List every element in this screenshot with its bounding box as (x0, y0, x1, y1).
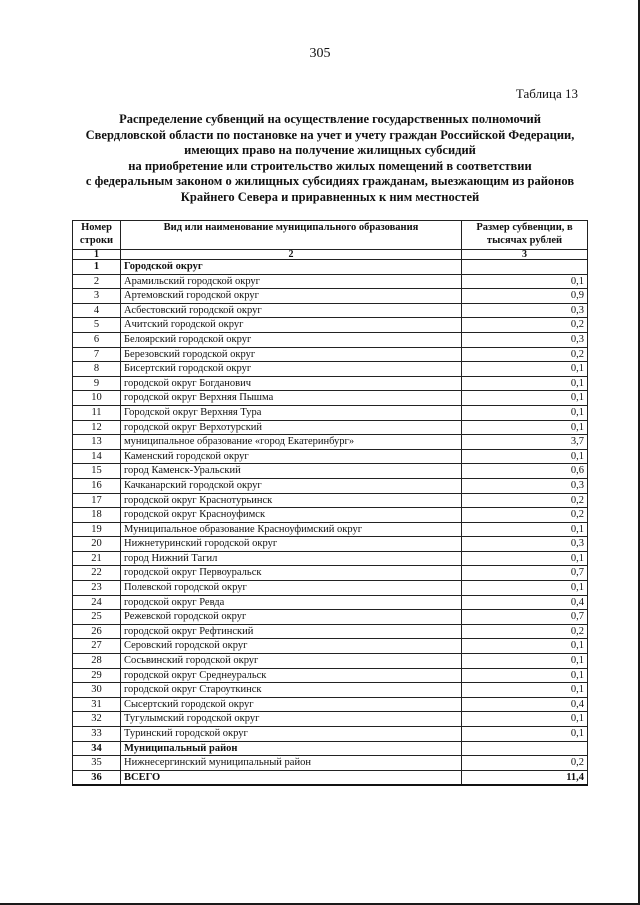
subvention-value: 0,1 (462, 551, 588, 566)
subvention-value: 0,1 (462, 668, 588, 683)
column-number-row (73, 250, 588, 260)
subvention-value: 0,9 (462, 289, 588, 304)
subvention-value: 0,1 (462, 581, 588, 596)
row-number: 32 (73, 712, 121, 727)
subvention-value (462, 260, 588, 275)
municipality-name: городской округ Верхняя Пышма (121, 391, 462, 406)
table-row (73, 770, 588, 785)
row-number: 7 (73, 347, 121, 362)
subvention-value: 0,1 (462, 376, 588, 391)
municipality-name: город Нижний Тагил (121, 551, 462, 566)
subvention-value: 0,1 (462, 274, 588, 289)
municipality-name: Сосьвинский городской округ (121, 654, 462, 669)
subvention-value: 0,6 (462, 464, 588, 479)
table-row (73, 376, 588, 391)
subvention-value: 0,1 (462, 405, 588, 420)
row-number: 4 (73, 303, 121, 318)
table-row (73, 537, 588, 552)
row-number: 36 (73, 770, 121, 785)
document-title (70, 112, 590, 206)
subvention-value: 0,4 (462, 697, 588, 712)
row-number: 25 (73, 610, 121, 625)
table-row (73, 697, 588, 712)
municipality-name: городской округ Богданович (121, 376, 462, 391)
subvention-value: 0,1 (462, 654, 588, 669)
row-number: 34 (73, 741, 121, 756)
table-row (73, 654, 588, 669)
subvention-value: 0,1 (462, 727, 588, 742)
subvention-value: 11,4 (462, 770, 588, 785)
municipality-name: Сысертский городской округ (121, 697, 462, 712)
header-municipality: Вид или наименование муниципального образования (121, 221, 462, 250)
table-row (73, 756, 588, 771)
table-row (73, 595, 588, 610)
municipality-name: Ачитский городской округ (121, 318, 462, 333)
table-row (73, 508, 588, 523)
municipality-name: Городской округ Верхняя Тура (121, 405, 462, 420)
subvention-value (462, 741, 588, 756)
municipality-name: Муниципальное образование Красноуфимский округ (121, 522, 462, 537)
row-number: 5 (73, 318, 121, 333)
title-line: Распределение субвенций на осуществление государственных полномочий (119, 112, 541, 126)
row-number: 18 (73, 508, 121, 523)
row-number: 8 (73, 362, 121, 377)
title-line: на приобретение или строительство жилых помещений в соответствии (128, 158, 532, 173)
row-number: 6 (73, 332, 121, 347)
subvention-value: 3,7 (462, 435, 588, 450)
row-number: 10 (73, 391, 121, 406)
municipality-name: Качканарский городской округ (121, 478, 462, 493)
row-number: 23 (73, 581, 121, 596)
municipality-name: городской округ Рефтинский (121, 624, 462, 639)
title-line: Крайнего Севера и приравненных к ним местностей (180, 189, 480, 204)
row-number: 9 (73, 376, 121, 391)
header-subvention-amount: Размер субвенции, в тысячах рублей (462, 221, 588, 250)
row-number: 20 (73, 537, 121, 552)
row-number: 35 (73, 756, 121, 771)
row-number: 27 (73, 639, 121, 654)
municipality-name: городской округ Среднеуральск (121, 668, 462, 683)
column-number: 3 (462, 250, 588, 260)
municipality-name: городской округ Ревда (121, 595, 462, 610)
title-line: с федеральным законом о жилищных субсидиях гражданам, выезжающим из районов (85, 174, 575, 189)
table-row (73, 624, 588, 639)
row-number: 17 (73, 493, 121, 508)
row-number: 24 (73, 595, 121, 610)
municipality-name: город Каменск-Уральский (121, 464, 462, 479)
municipality-name: городской округ Верхотурский (121, 420, 462, 435)
subvention-value: 0,1 (462, 639, 588, 654)
municipality-name: Арамильский городской округ (121, 274, 462, 289)
subvention-value: 0,3 (462, 332, 588, 347)
row-number: 3 (73, 289, 121, 304)
table-row (73, 727, 588, 742)
subvention-value: 0,4 (462, 595, 588, 610)
table-row (73, 405, 588, 420)
row-number: 16 (73, 478, 121, 493)
table-row (73, 420, 588, 435)
municipality-name: городской округ Первоуральск (121, 566, 462, 581)
table-row (73, 464, 588, 479)
municipality-name: Нижнетуринский городской округ (121, 537, 462, 552)
table-header-row (73, 221, 588, 250)
subvention-value: 0,2 (462, 756, 588, 771)
table-row (73, 274, 588, 289)
table-row (73, 566, 588, 581)
row-number: 11 (73, 405, 121, 420)
row-number: 12 (73, 420, 121, 435)
subvention-value: 0,1 (462, 449, 588, 464)
subvention-value: 0,1 (462, 712, 588, 727)
table-row (73, 332, 588, 347)
municipality-name: городской округ Староуткинск (121, 683, 462, 698)
table-row (73, 318, 588, 333)
row-number: 22 (73, 566, 121, 581)
municipality-name: Березовский городской округ (121, 347, 462, 362)
row-number: 31 (73, 697, 121, 712)
municipality-name: Артемовский городской округ (121, 289, 462, 304)
subvention-value: 0,7 (462, 566, 588, 581)
row-number: 1 (73, 260, 121, 275)
subvention-value: 0,3 (462, 537, 588, 552)
municipality-name: ВСЕГО (121, 770, 462, 785)
table-row (73, 522, 588, 537)
table-row (73, 303, 588, 318)
municipality-name: Белоярский городской округ (121, 332, 462, 347)
subvention-value: 0,1 (462, 420, 588, 435)
table-label: Таблица 13 (515, 86, 578, 101)
row-number: 15 (73, 464, 121, 479)
table-row (73, 712, 588, 727)
page-number: 305 (309, 46, 331, 61)
subvention-value: 0,1 (462, 683, 588, 698)
column-number: 1 (73, 250, 121, 260)
municipality-name: Тугулымский городской округ (121, 712, 462, 727)
municipality-name: городской округ Красноуфимск (121, 508, 462, 523)
title-line: имеющих право на получение жилищных субсидий (184, 143, 476, 158)
municipality-name: Городской округ (121, 260, 462, 275)
table-row (73, 435, 588, 450)
row-number: 33 (73, 727, 121, 742)
subvention-value: 0,2 (462, 508, 588, 523)
table-row (73, 551, 588, 566)
row-number: 29 (73, 668, 121, 683)
row-number: 26 (73, 624, 121, 639)
header-row-number: Номер строки (73, 221, 121, 250)
row-number: 14 (73, 449, 121, 464)
municipality-name: Нижнесергинский муниципальный район (121, 756, 462, 771)
subvention-value: 0,2 (462, 624, 588, 639)
row-number: 28 (73, 654, 121, 669)
table-row (73, 741, 588, 756)
subvention-value: 0,1 (462, 522, 588, 537)
municipality-name: Полевской городской округ (121, 581, 462, 596)
table-row (73, 493, 588, 508)
table-row (73, 668, 588, 683)
table-row (73, 478, 588, 493)
subvention-table (72, 220, 588, 786)
table-row (73, 347, 588, 362)
table-row (73, 610, 588, 625)
subvention-value: 0,3 (462, 478, 588, 493)
subvention-value: 0,1 (462, 391, 588, 406)
table-row (73, 581, 588, 596)
row-number: 30 (73, 683, 121, 698)
table-row (73, 289, 588, 304)
subvention-value: 0,3 (462, 303, 588, 318)
subvention-value: 0,2 (462, 493, 588, 508)
subvention-value: 0,7 (462, 610, 588, 625)
table-row (73, 639, 588, 654)
title-line: Свердловской области по постановке на учет и учету граждан Российской Федерации, (85, 127, 575, 142)
municipality-name: Серовский городской округ (121, 639, 462, 654)
table-row (73, 683, 588, 698)
table-body (73, 260, 588, 786)
municipality-name: Каменский городской округ (121, 449, 462, 464)
column-number: 2 (121, 250, 462, 260)
municipality-name: городской округ Краснотурьинск (121, 493, 462, 508)
row-number: 13 (73, 435, 121, 450)
table-row (73, 391, 588, 406)
table-row (73, 362, 588, 377)
subvention-value: 0,1 (462, 362, 588, 377)
table-row (73, 449, 588, 464)
row-number: 2 (73, 274, 121, 289)
municipality-name: Режевской городской округ (121, 610, 462, 625)
municipality-name: Бисертский городской округ (121, 362, 462, 377)
row-number: 21 (73, 551, 121, 566)
subvention-value: 0,2 (462, 318, 588, 333)
municipality-name: Муниципальный район (121, 741, 462, 756)
table-row (73, 260, 588, 275)
subvention-value: 0,2 (462, 347, 588, 362)
municipality-name: Асбестовский городской округ (121, 303, 462, 318)
municipality-name: муниципальное образование «город Екатеринбург» (121, 435, 462, 450)
municipality-name: Туринский городской округ (121, 727, 462, 742)
row-number: 19 (73, 522, 121, 537)
